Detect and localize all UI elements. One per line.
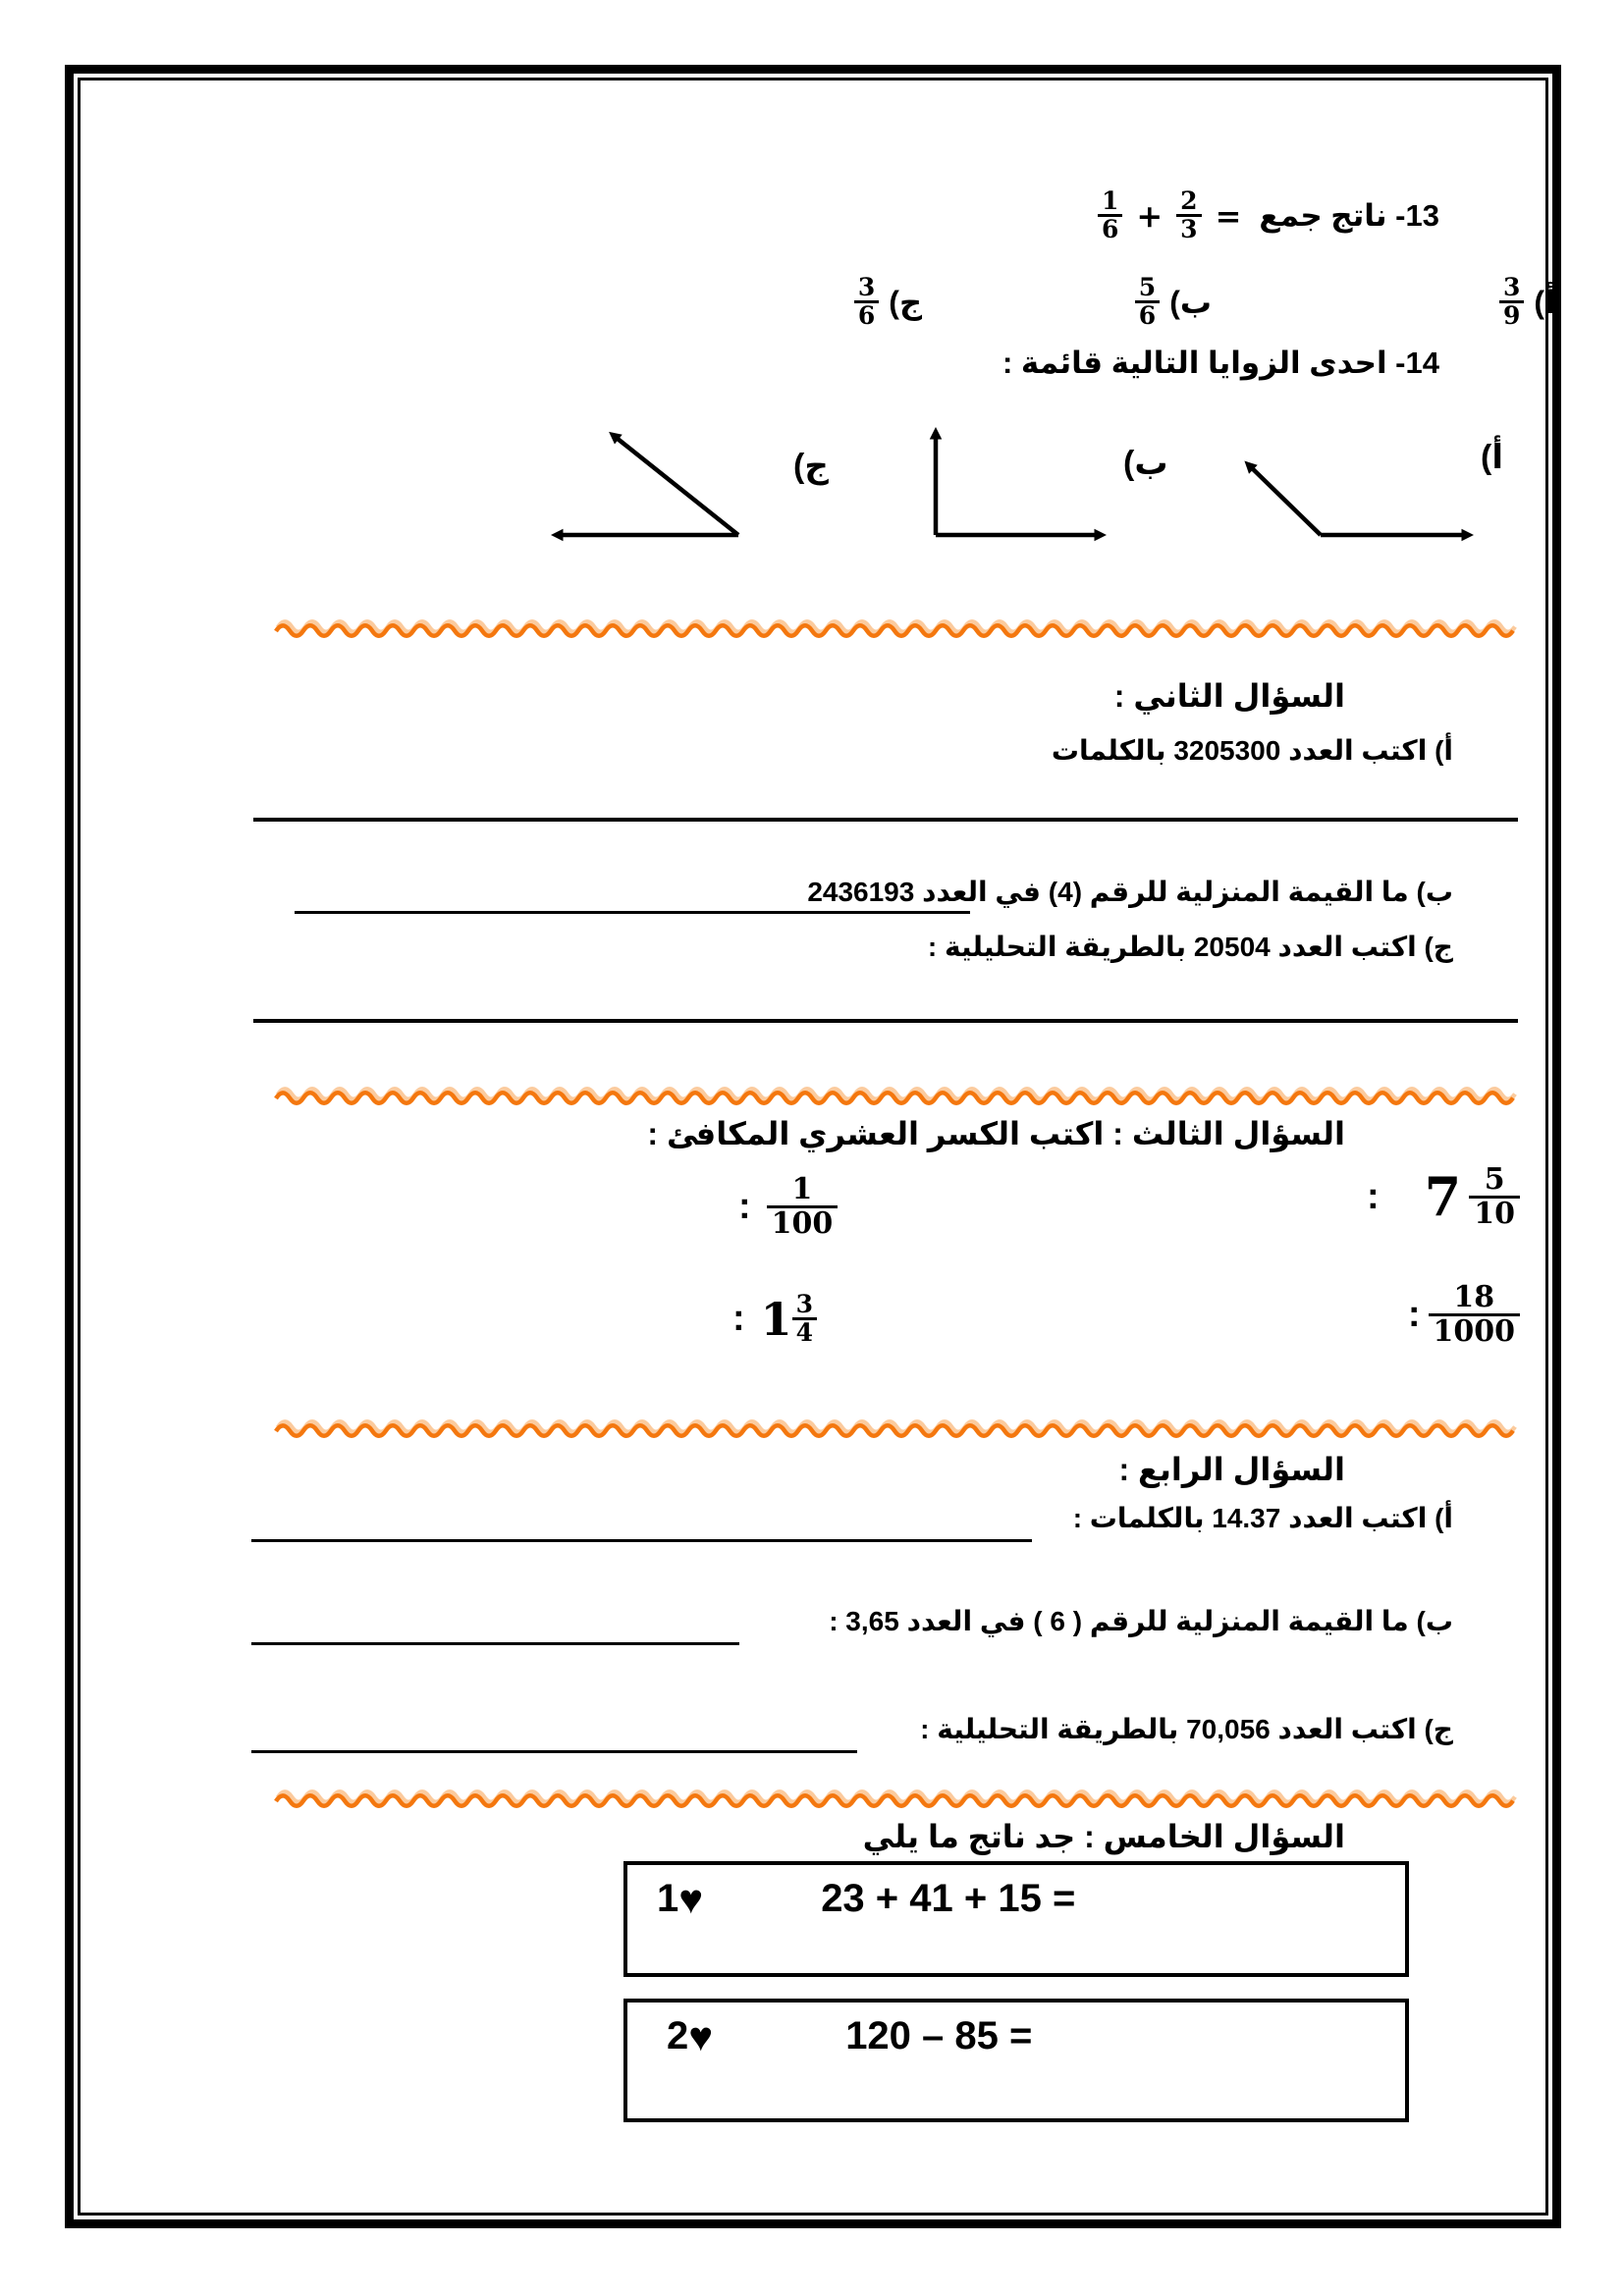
angle-a-label: أ) xyxy=(1481,439,1503,476)
problem-expression: 120 – 85 = xyxy=(845,2014,1033,2057)
fraction-denominator: 3 xyxy=(1176,214,1201,242)
q13-option-a xyxy=(1499,275,1555,330)
answer-line xyxy=(251,1642,739,1645)
fraction-denominator: 10 xyxy=(1469,1196,1520,1230)
angle-a-ray-upleft xyxy=(1248,464,1321,535)
heart-icon: ♥ xyxy=(688,2013,714,2059)
problem-expression: 23 + 41 + 15 = xyxy=(821,1877,1076,1920)
fraction-numerator: 1 xyxy=(1101,187,1119,215)
q3-fraction-1 xyxy=(1367,1164,1520,1229)
q3-fraction-4 xyxy=(732,1292,817,1347)
fraction-denominator: 6 xyxy=(1135,300,1160,329)
fraction-18-1000 xyxy=(1429,1282,1521,1347)
fraction-denominator: 6 xyxy=(854,300,879,329)
wavy-divider xyxy=(273,1789,1495,1808)
q4-item-a: أ) اكتب العدد 14.37 بالكلمات : xyxy=(1072,1503,1453,1533)
problem-number: 1 xyxy=(657,1877,679,1920)
fraction-numerator: 3 xyxy=(795,1290,814,1318)
option-c-label: ج) xyxy=(889,284,922,320)
question-13-text: 13- ناتج جمع xyxy=(1259,197,1439,233)
q5-problem-box-2 xyxy=(623,1999,1409,2122)
heart-icon: ♥ xyxy=(678,1876,704,1922)
fraction-denominator: 1000 xyxy=(1429,1313,1521,1348)
fraction-one-sixth xyxy=(1098,188,1122,243)
section-4-heading: السؤال الرابع : xyxy=(1118,1452,1345,1487)
answer-line xyxy=(251,1750,857,1753)
section-5-heading: السؤال الخامس : جد ناتج ما يلي xyxy=(862,1819,1345,1854)
angle-b-label: ب) xyxy=(1123,445,1168,482)
answer-colon: : xyxy=(1367,1175,1380,1217)
fraction-1-100 xyxy=(767,1174,839,1239)
answer-line xyxy=(251,1539,1032,1542)
option-b-fraction xyxy=(1135,275,1160,330)
option-b-label: ب) xyxy=(1169,284,1212,320)
angle-c-ray-upleft xyxy=(613,435,738,535)
fraction-denominator: 100 xyxy=(767,1205,839,1240)
problem-number: 2 xyxy=(667,2014,689,2057)
wavy-divider xyxy=(273,1418,1495,1438)
option-a-label: أ) xyxy=(1534,284,1555,320)
q5-problem-box-1 xyxy=(623,1861,1409,1977)
option-c-fraction xyxy=(854,275,879,330)
q13-option-b xyxy=(1135,275,1212,330)
answer-colon: : xyxy=(732,1298,745,1340)
fraction-numerator: 5 xyxy=(1484,1162,1505,1197)
fraction-numerator: 3 xyxy=(857,273,876,301)
fraction-3-4 xyxy=(792,1292,817,1347)
q3-fraction-2 xyxy=(738,1174,838,1239)
answer-line xyxy=(253,818,1518,822)
equals-sign: = xyxy=(1215,196,1242,235)
answer-colon: : xyxy=(1407,1293,1421,1335)
q2-item-b: ب) ما القيمة المنزلية للرقم (4) في العدد 2436193 xyxy=(807,877,1453,907)
fraction-denominator: 4 xyxy=(792,1317,817,1346)
fraction-5-10 xyxy=(1469,1164,1520,1229)
question-14: 14- احدى الزوايا التالية قائمة : xyxy=(1001,346,1439,380)
wavy-divider xyxy=(273,1086,1495,1105)
wavy-divider xyxy=(273,618,1495,638)
fraction-numerator: 1 xyxy=(791,1172,813,1206)
answer-colon: : xyxy=(738,1185,751,1227)
fraction-denominator: 9 xyxy=(1499,300,1524,329)
fraction-denominator: 6 xyxy=(1098,214,1122,242)
q4-item-c: ج) اكتب العدد 70,056 بالطريقة التحليلية : xyxy=(920,1714,1453,1744)
fraction-numerator: 2 xyxy=(1180,187,1198,215)
q14-angle-figures xyxy=(511,412,1522,569)
fraction-two-thirds xyxy=(1176,188,1201,243)
answer-line xyxy=(253,1019,1518,1023)
question-13-equation xyxy=(1098,188,1241,243)
plus-sign: + xyxy=(1136,196,1164,235)
q2-item-c: ج) اكتب العدد 20504 بالطريقة التحليلية : xyxy=(927,932,1453,962)
q2-item-a: أ) اكتب العدد 3205300 بالكلمات xyxy=(1051,735,1453,766)
section-2-heading: السؤال الثاني : xyxy=(1113,678,1345,714)
answer-line xyxy=(295,911,970,914)
angle-c-label: ج) xyxy=(793,448,829,485)
option-a-fraction xyxy=(1499,275,1524,330)
fraction-numerator: 5 xyxy=(1138,273,1157,301)
whole-number: 1 xyxy=(760,1292,792,1346)
fraction-numerator: 18 xyxy=(1453,1280,1495,1314)
section-3-heading: السؤال الثالث : اكتب الكسر العشري المكافئ : xyxy=(647,1116,1345,1151)
q4-item-b: ب) ما القيمة المنزلية للرقم ( 6 ) في العدد 3,65 : xyxy=(829,1606,1453,1636)
fraction-numerator: 3 xyxy=(1502,273,1521,301)
whole-number: 7 xyxy=(1424,1165,1462,1228)
question-13 xyxy=(1098,188,1439,243)
q3-fraction-3 xyxy=(1408,1282,1520,1347)
q13-option-c xyxy=(854,275,922,330)
